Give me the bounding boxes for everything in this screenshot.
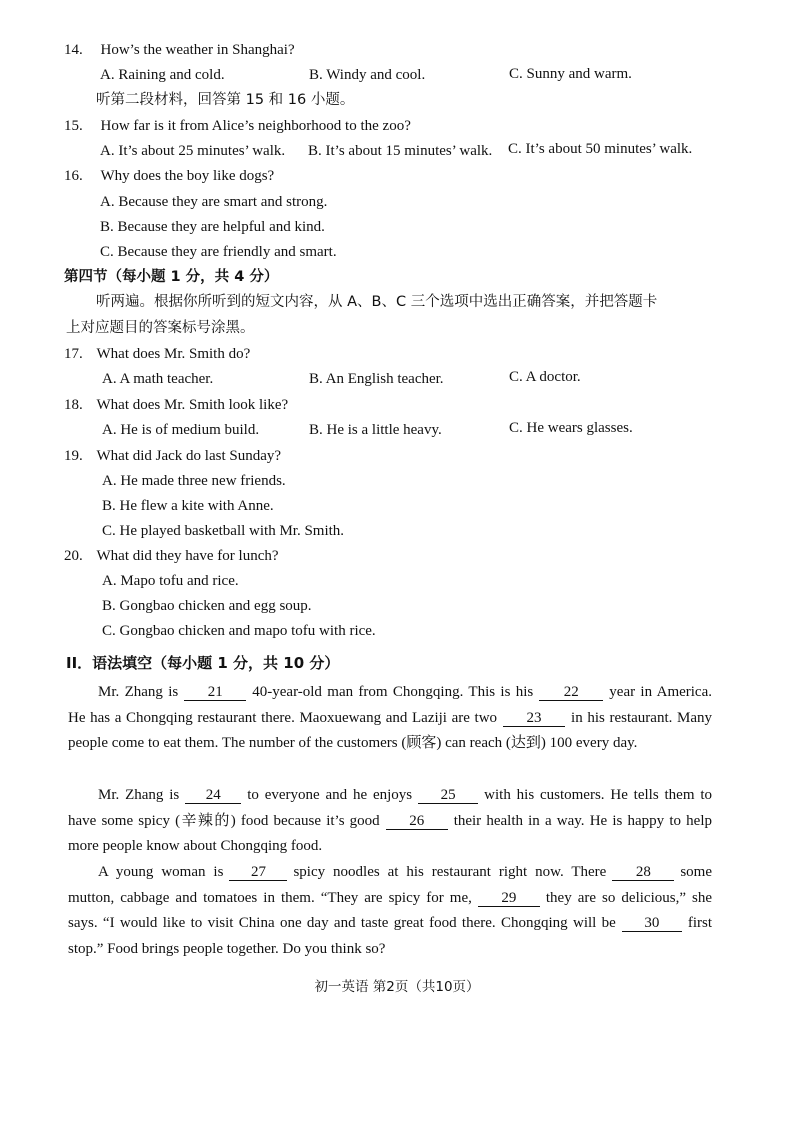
passage-text: Mr. Zhang is (98, 684, 179, 700)
passage-paragraph-3 (68, 860, 712, 962)
passage-text: year in America. He has a Chongqing restaurant there. Maoxuewang and Laziji are two (68, 684, 712, 726)
option-b: B. Windy and cool. (309, 67, 426, 83)
option-a: A. A math teacher. (102, 371, 214, 387)
option-c: C. Because they are friendly and smart. (100, 244, 337, 260)
page-footer: 初一英语 第2页（共10页） (314, 979, 480, 995)
question-number: 18. (64, 397, 83, 413)
passage-text: 40-year-old man from Chongqing. This is his (252, 684, 534, 700)
option-c: C. Sunny and warm. (509, 66, 632, 82)
blank-23: 23 (503, 710, 565, 727)
question-number: 19. (64, 448, 83, 464)
passage-text: first stop.” Food brings people together. Do you think so? (68, 915, 712, 957)
question-number: 17. (64, 346, 83, 362)
blank-24: 24 (185, 787, 241, 804)
option-a: A. It’s about 25 minutes’ walk. (100, 143, 286, 159)
option-a: A. Raining and cold. (100, 67, 225, 83)
blank-22: 22 (539, 684, 603, 701)
section-heading: 第四节（每小题 1 分，共 4 分） (64, 269, 279, 285)
question-20 (64, 546, 279, 566)
passage-text: spicy noodles at his restaurant right now. There (293, 864, 607, 880)
instruction-line-1: 听两遍。根据你所听到的短文内容，从 A、B、C 三个选项中选出正确答案，并把答题卡 (96, 294, 658, 310)
passage-text: Mr. Zhang is (98, 787, 180, 803)
question-text: Why does the boy like dogs? (100, 168, 275, 184)
option-c: C. A doctor. (509, 369, 581, 385)
option-b: B. It’s about 15 minutes’ walk. (308, 143, 493, 159)
blank-25: 25 (418, 787, 478, 804)
question-text: What did Jack do last Sunday? (96, 448, 282, 464)
blank-27: 27 (229, 864, 287, 881)
passage-text: with his customers. He tells them to have some spicy (辛辣的) food because it’s good (68, 787, 712, 829)
option-c: C. It’s about 50 minutes’ walk. (508, 141, 693, 157)
passage-text: in his restaurant. Many people come to eat them. The number of the customers (顾客) can reach (达到) 100 every day. (68, 709, 712, 752)
passage-paragraph-2 (68, 783, 712, 860)
option-a: A. Because they are smart and strong. (100, 194, 328, 210)
section-heading: II．语法填空（每小题 1 分，共 10 分） (66, 654, 340, 672)
option-b: B. He flew a kite with Anne. (102, 498, 274, 514)
option-a: A. Mapo tofu and rice. (102, 573, 239, 589)
question-18 (64, 395, 288, 415)
blank-21: 21 (184, 684, 246, 701)
question-14 (64, 40, 295, 60)
option-c: C. He played basketball with Mr. Smith. (102, 523, 345, 539)
question-number: 20. (64, 548, 83, 564)
passage-text: A young woman is (98, 864, 224, 880)
passage-text: their health in a way. He is happy to help more people know about Chongqing food. (68, 812, 712, 855)
passage-text: to everyone and he enjoys (247, 787, 413, 803)
instruction-line-2: 上对应题目的答案标号涂黑。 (66, 320, 255, 336)
option-c: C. He wears glasses. (509, 420, 633, 436)
passage-paragraph-1 (68, 680, 712, 757)
option-b: B. He is a little heavy. (309, 422, 442, 438)
blank-29: 29 (478, 890, 540, 907)
question-17 (64, 344, 250, 364)
passage2-instruction: 听第二段材料，回答第 15 和 16 小题。 (96, 92, 355, 108)
question-text: What does Mr. Smith do? (96, 346, 251, 362)
passage-text: they are so delicious,” she says. “I would like to visit China one day and taste great food there. Chongqing will be (68, 889, 713, 932)
question-text: How’s the weather in Shanghai? (100, 42, 295, 58)
question-number: 14. (64, 42, 83, 58)
blank-28: 28 (612, 864, 674, 881)
blank-30: 30 (622, 915, 682, 932)
option-b: B. Gongbao chicken and egg soup. (102, 598, 312, 614)
blank-26: 26 (386, 813, 448, 830)
passage-text: some mutton, cabbage and tomatoes in them. “They are spicy for me, (68, 864, 712, 906)
question-number: 16. (64, 168, 83, 184)
question-text: What does Mr. Smith look like? (96, 397, 289, 413)
question-16 (64, 166, 274, 186)
question-19 (64, 446, 281, 466)
question-text: What did they have for lunch? (96, 548, 279, 564)
option-b: B. Because they are helpful and kind. (100, 219, 325, 235)
option-b: B. An English teacher. (309, 371, 444, 387)
question-text: How far is it from Alice’s neighborhood to the zoo? (100, 118, 411, 134)
option-a: A. He made three new friends. (102, 473, 286, 489)
question-15 (64, 116, 411, 136)
option-a: A. He is of medium build. (102, 422, 260, 438)
option-c: C. Gongbao chicken and mapo tofu with rice. (102, 623, 376, 639)
question-number: 15. (64, 118, 83, 134)
